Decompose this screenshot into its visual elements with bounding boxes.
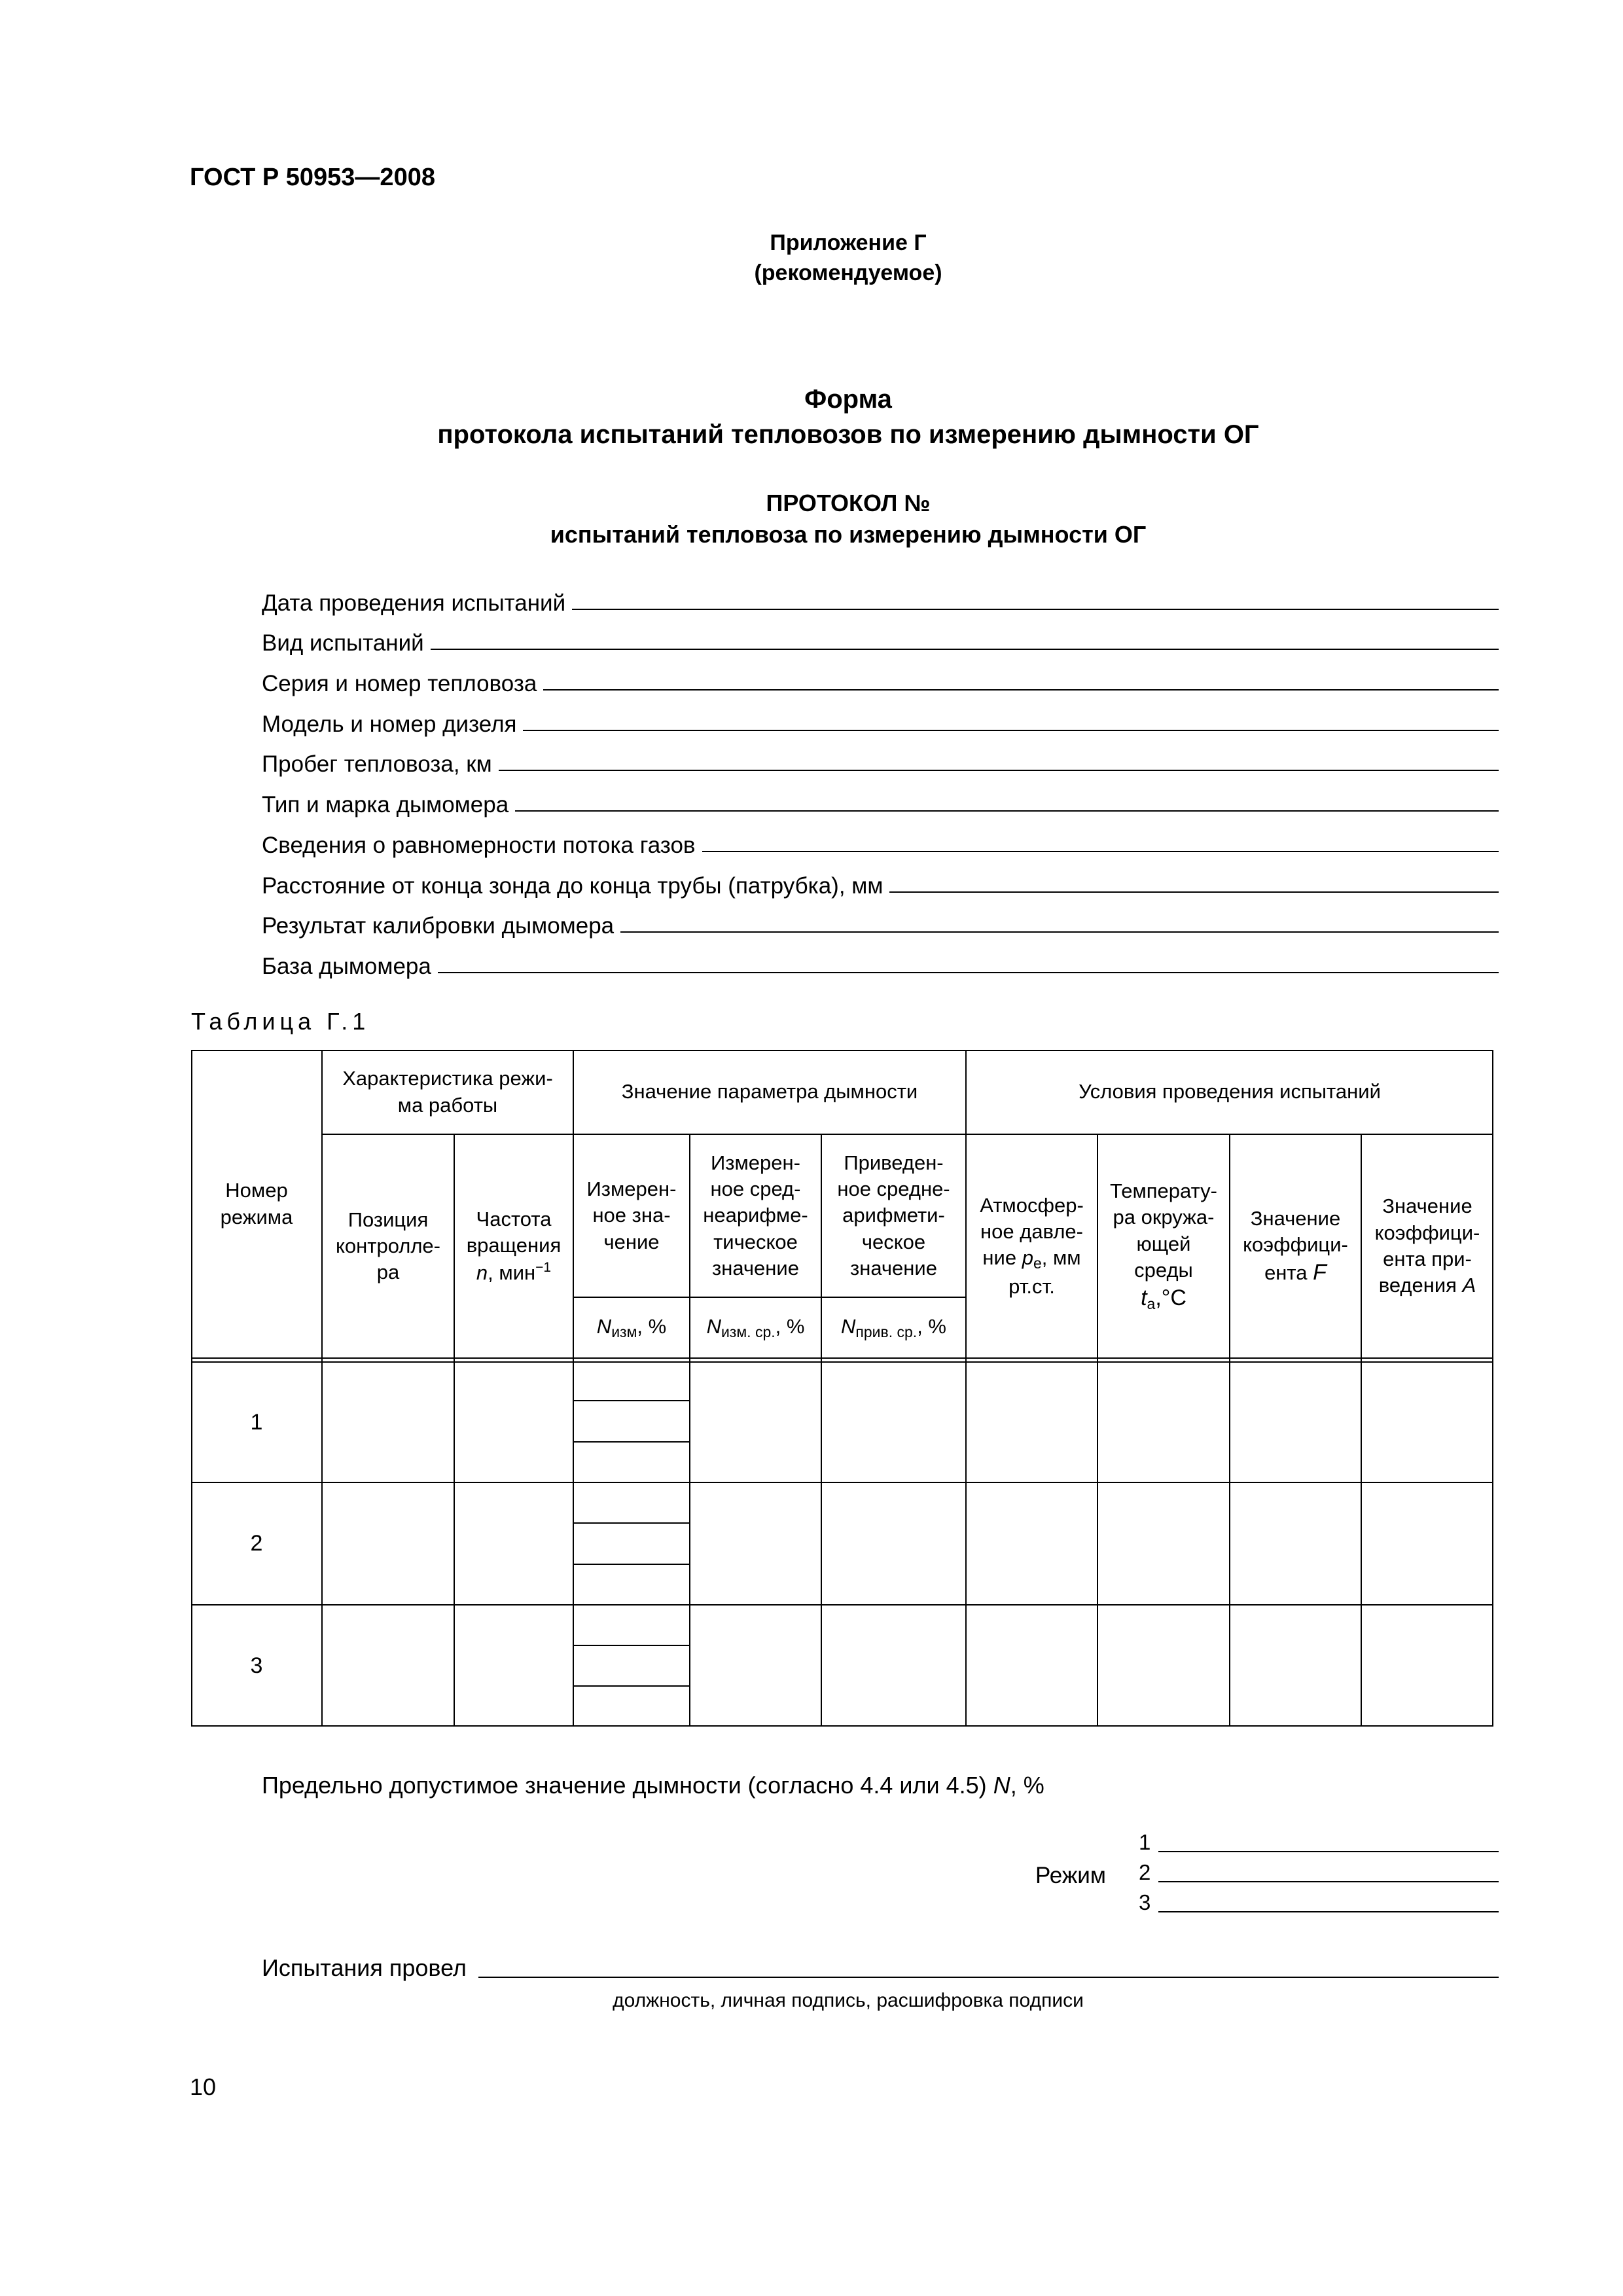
modes-label: Режим — [1035, 1863, 1106, 1888]
document-code: ГОСТ Р 50953—2008 — [190, 164, 435, 191]
field-label: Результат калибровки дымомера — [262, 913, 615, 939]
field-label: Тип и марка дымомера — [262, 792, 509, 818]
mode-number: 3 — [1139, 1890, 1151, 1914]
field-gas-flow-uniformity — [262, 818, 1499, 859]
table-row-3-number: 3 — [250, 1653, 263, 1678]
fill-line[interactable] — [543, 689, 1499, 691]
field-label: Сведения о равномерности потока газов — [262, 832, 696, 858]
fill-line[interactable] — [1158, 1851, 1499, 1852]
field-label: Вид испытаний — [262, 630, 424, 656]
mode-line-2 — [1139, 1860, 1499, 1885]
field-label: Серия и номер тепловоза — [262, 671, 537, 697]
header-smoke-parameter: Значение параметра дымности — [621, 1080, 918, 1103]
tested-by-row — [262, 1954, 1499, 1982]
field-calibration-result — [262, 899, 1499, 940]
field-label: Дата проведения испытаний — [262, 590, 566, 616]
table-caption: Таблица Г.1 — [191, 1008, 370, 1035]
header-n-measured-avg: $N_{изм. ср.}$, % — [706, 1314, 805, 1340]
field-test-type — [262, 617, 1499, 657]
fill-line[interactable] — [431, 649, 1499, 650]
field-smokemeter-base — [262, 939, 1499, 980]
form-title: Форма — [804, 385, 892, 414]
mode-line-3 — [1139, 1890, 1499, 1915]
field-label: Пробег тепловоза, км — [262, 751, 492, 778]
header-rotation-frequency — [454, 1134, 573, 1358]
field-test-date — [262, 576, 1499, 617]
fill-line[interactable] — [515, 810, 1499, 812]
form-subtitle: протокола испытаний тепловозов по измерению дымности ОГ — [437, 420, 1259, 449]
header-measured: Измерен-ное зна-чение — [586, 1177, 677, 1253]
field-mileage — [262, 738, 1499, 778]
header-temperature: Температу-ра окружа-ющей среды $t_a,^\circ С$ — [1110, 1179, 1217, 1313]
field-label: Модель и номер дизеля — [262, 711, 517, 737]
fill-line[interactable] — [889, 891, 1499, 893]
table-row-2-number: 2 — [250, 1531, 263, 1556]
fill-line[interactable] — [438, 972, 1499, 973]
protocol-subtitle: испытаний тепловоза по измерению дымности ОГ — [550, 521, 1147, 548]
rotation-unit: n, мин$^{-1}$ — [476, 1260, 552, 1285]
header-n-reduced-avg: $N_{прив. ср.}$, % — [841, 1314, 946, 1340]
fill-line[interactable] — [478, 1977, 1499, 1978]
header-measured-avg: Измерен-ное сред-неарифме-тическое значение — [703, 1151, 808, 1280]
fill-line[interactable] — [620, 931, 1499, 933]
fill-line[interactable] — [1158, 1881, 1499, 1882]
header-mode-number: Номер режима — [220, 1179, 293, 1229]
limit-value-text: Предельно допустимое значение дымности (согласно 4.4 или 4.5) N, % — [262, 1772, 1044, 1799]
header-test-conditions: Условия проведения испытаний — [1079, 1080, 1381, 1103]
mode-number: 1 — [1139, 1830, 1151, 1854]
table-row-1-number: 1 — [250, 1409, 263, 1435]
signature-caption: должность, личная подпись, расшифровка подписи — [613, 1990, 1084, 2011]
protocol-title: ПРОТОКОЛ № — [766, 490, 931, 516]
tested-by-label: Испытания провел — [262, 1954, 467, 1981]
fill-line[interactable] — [702, 851, 1499, 852]
field-locomotive-series — [262, 656, 1499, 697]
fill-line[interactable] — [523, 730, 1499, 731]
mode-line-1 — [1139, 1830, 1499, 1855]
header-controller-position: Позиция контролле-ра — [335, 1208, 440, 1284]
field-probe-distance — [262, 859, 1499, 899]
field-smokemeter-type — [262, 778, 1499, 818]
header-atm-pressure: Атмосфер-ное давле-ние $p_e$, мм рт.ст. — [980, 1193, 1084, 1299]
header-coef-a: Значение коэффици-ента при-ведения A — [1374, 1194, 1480, 1297]
fill-line[interactable] — [1158, 1911, 1499, 1912]
field-label: Расстояние от конца зонда до конца трубы (патрубка), мм — [262, 872, 883, 899]
rotation-label: Частота вращения — [466, 1207, 562, 1257]
header-mode-characteristics: Характеристика режи-ма работы — [342, 1067, 553, 1117]
header-coef-f: Значение коэффици-ента F — [1243, 1206, 1348, 1285]
field-diesel-model — [262, 697, 1499, 738]
fill-line[interactable] — [572, 609, 1499, 610]
header-reduced-avg: Приведен-ное средне-арифмети-ческое значение — [837, 1151, 950, 1280]
mode-number: 2 — [1139, 1860, 1151, 1884]
protocol-fields — [262, 576, 1499, 980]
header-n-measured: $N_{изм}$, % — [596, 1314, 667, 1340]
field-label: База дымомера — [262, 953, 431, 979]
page-number: 10 — [190, 2073, 217, 2100]
annex-subtitle: (рекомендуемое) — [754, 260, 942, 285]
smoke-test-table — [191, 1050, 1493, 1727]
annex-title: Приложение Г — [770, 230, 927, 255]
fill-line[interactable] — [499, 770, 1499, 771]
